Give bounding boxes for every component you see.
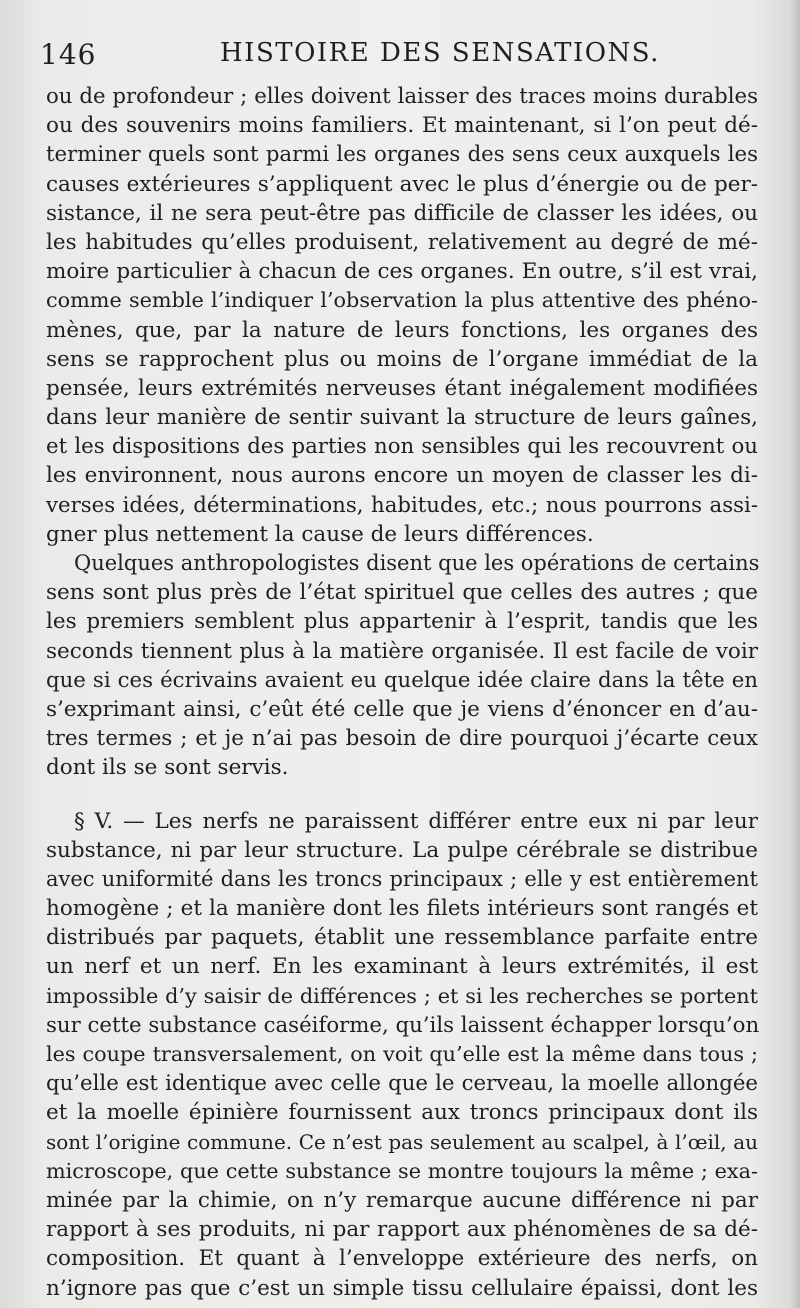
text-line: et les dispositions des parties non sensibles qui les recouvrent ou: [46, 434, 758, 460]
text-line: mènes, que, par la nature de leurs fonctions, les organes des: [46, 317, 758, 343]
text-line: qu’elle est identique avec celle que le cerveau, la moelle allongée: [46, 1071, 758, 1097]
text-line: moire particulier à chacun de ces organes. En outre, s’il est vrai,: [46, 259, 758, 285]
text-line: s’exprimant ainsi, c’eût été celle que je viens d’énoncer en d’au-: [46, 696, 758, 722]
text-line: et la moelle épinière fournissent aux troncs principaux dont ils: [46, 1100, 758, 1126]
text-line: les coupe transversalement, on voit qu’elle est la même dans tous ;: [46, 1042, 758, 1066]
text-line: Quelques anthropologistes disent que les opérations de certains: [74, 551, 760, 575]
text-line: rapport à ses produits, ni par rapport aux phénomènes de sa dé-: [46, 1217, 758, 1243]
page-header: [40, 38, 760, 78]
text-line: les premiers semblent plus appartenir à l’esprit, tandis que les: [46, 609, 758, 635]
text-line: que si ces écrivains avaient eu quelque idée claire dans la tête en: [46, 667, 758, 693]
text-line: sens se rapprochent plus ou moins de l’organe immédiat de la: [46, 346, 758, 372]
text-line: les environnent, nous aurons encore un moyen de classer les di-: [46, 463, 758, 489]
text-line: substance, ni par leur structure. La pulpe cérébrale se distribue: [46, 837, 758, 863]
text-line: ou de profondeur ; elles doivent laisser des traces moins durables: [46, 84, 758, 109]
text-line: microscope, que cette substance se montre toujours la même ; exa-: [46, 1158, 758, 1183]
text-line: comme semble l’indiquer l’observation la plus attentive des phéno-: [46, 288, 758, 313]
text-line: dont ils se sont servis.: [46, 755, 289, 781]
text-line: dans leur manière de sentir suivant la structure de leurs gaînes,: [46, 405, 758, 431]
text-line: causes extérieures s’appliquent avec le plus d’énergie ou de per-: [46, 171, 758, 197]
text-line: impossible d’y saisir de différences ; et si les recherches se portent: [46, 983, 758, 1008]
paragraph-2: [46, 549, 758, 783]
text-line: verses idées, déterminations, habitudes, etc.; nous pourrons assi-: [46, 492, 758, 518]
text-line: sur cette substance caséiforme, qu’ils laissent échapper lorsqu’on: [46, 1012, 760, 1038]
text-line: avec uniformité dans les troncs principaux ; elle y est entièrement: [46, 866, 758, 891]
text-line: les habitudes qu’elles produisent, relativement au degré de mé-: [46, 229, 758, 255]
text-line: tres termes ; et je n’ai pas besoin de dire pourquoi j’écarte ceux: [46, 726, 758, 752]
text-line: sens sont plus près de l’état spirituel que celles des autres ; que: [46, 580, 758, 606]
text-line: pensée, leurs extrémités nerveuses étant inégalement modifiées: [46, 375, 758, 401]
section-gap: [46, 783, 758, 807]
text-line: un nerf et un nerf. En les examinant à leurs extrémités, il est: [46, 954, 758, 980]
paragraph-3: [46, 807, 758, 1303]
text-line: composition. Et quant à l’enveloppe extérieure des nerfs, on: [46, 1246, 758, 1272]
text-line: terminer quels sont parmi les organes des sens ceux auxquels les: [46, 142, 758, 168]
page-number: 146: [40, 38, 97, 71]
text-line: gner plus nettement la cause de leurs différences.: [46, 521, 594, 547]
text-line: minée par la chimie, on n’y remarque aucune différence ni par: [46, 1187, 758, 1213]
text-line: § V. — Les nerfs ne paraissent différer entre eux ni par leur: [74, 808, 758, 834]
text-line: n’ignore pas que c’est un simple tissu cellulaire épaissi, dont les: [46, 1275, 758, 1301]
text-line: ou des souvenirs moins familiers. Et maintenant, si l’on peut dé-: [46, 113, 758, 139]
body-text: [46, 82, 758, 1303]
text-line: homogène ; et la manière dont les filets intérieurs sont rangés et: [46, 896, 758, 922]
page-edge-shadow: [790, 0, 800, 1308]
text-line: seconds tiennent plus à la matière organisée. Il est facile de voir: [46, 638, 758, 664]
text-line: sont l’origine commune. Ce n’est pas seulement au scalpel, à l’œil, au: [46, 1129, 758, 1154]
text-line: distribués par paquets, établit une ressemblance parfaite entre: [46, 925, 758, 951]
running-title: HISTOIRE DES SENSATIONS.: [220, 38, 660, 68]
paragraph-1: [46, 82, 758, 549]
text-line: sistance, il ne sera peut-être pas difficile de classer les idées, ou: [46, 200, 758, 226]
